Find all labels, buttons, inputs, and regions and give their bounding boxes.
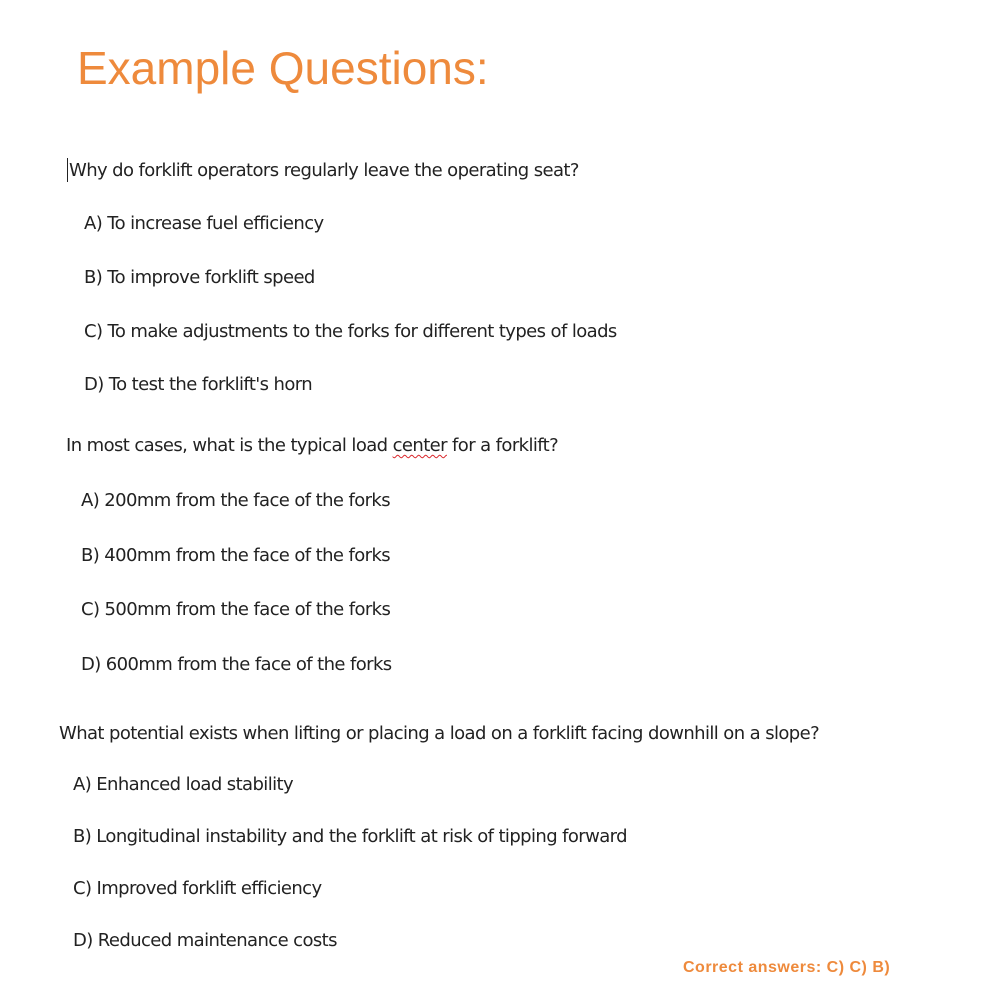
spellcheck-flagged-word[interactable]: center bbox=[392, 435, 447, 456]
question-3-option-b: B) Longitudinal instability and the forklift at risk of tipping forward bbox=[73, 826, 627, 847]
page-title: Example Questions: bbox=[77, 42, 489, 94]
question-2-text-start: In most cases, what is the typical load bbox=[66, 435, 393, 456]
question-2-option-c: C) 500mm from the face of the forks bbox=[81, 599, 391, 620]
question-2-text bbox=[66, 433, 558, 459]
question-3-option-d: D) Reduced maintenance costs bbox=[73, 930, 337, 951]
question-1-option-a: A) To increase fuel efficiency bbox=[84, 213, 324, 234]
question-2-option-b: B) 400mm from the face of the forks bbox=[81, 545, 391, 566]
question-3-text: What potential exists when lifting or placing a load on a forklift facing downhill on a slope? bbox=[59, 723, 820, 744]
question-1-text[interactable] bbox=[67, 158, 579, 184]
question-1-label: Why do forklift operators regularly leave the operating seat? bbox=[69, 160, 579, 181]
question-1-option-d: D) To test the forklift's horn bbox=[84, 374, 313, 395]
question-2-option-a: A) 200mm from the face of the forks bbox=[81, 490, 391, 511]
question-1-option-c: C) To make adjustments to the forks for different types of loads bbox=[84, 321, 617, 342]
question-2-option-d: D) 600mm from the face of the forks bbox=[81, 654, 392, 675]
question-3-option-a: A) Enhanced load stability bbox=[73, 774, 293, 795]
question-2-text-end: for a forklift? bbox=[446, 435, 559, 456]
question-1-option-b: B) To improve forklift speed bbox=[84, 267, 315, 288]
question-3-option-c: C) Improved forklift efficiency bbox=[73, 878, 322, 899]
correct-answers: Correct answers: C) C) B) bbox=[683, 959, 891, 976]
text-cursor bbox=[67, 158, 68, 182]
